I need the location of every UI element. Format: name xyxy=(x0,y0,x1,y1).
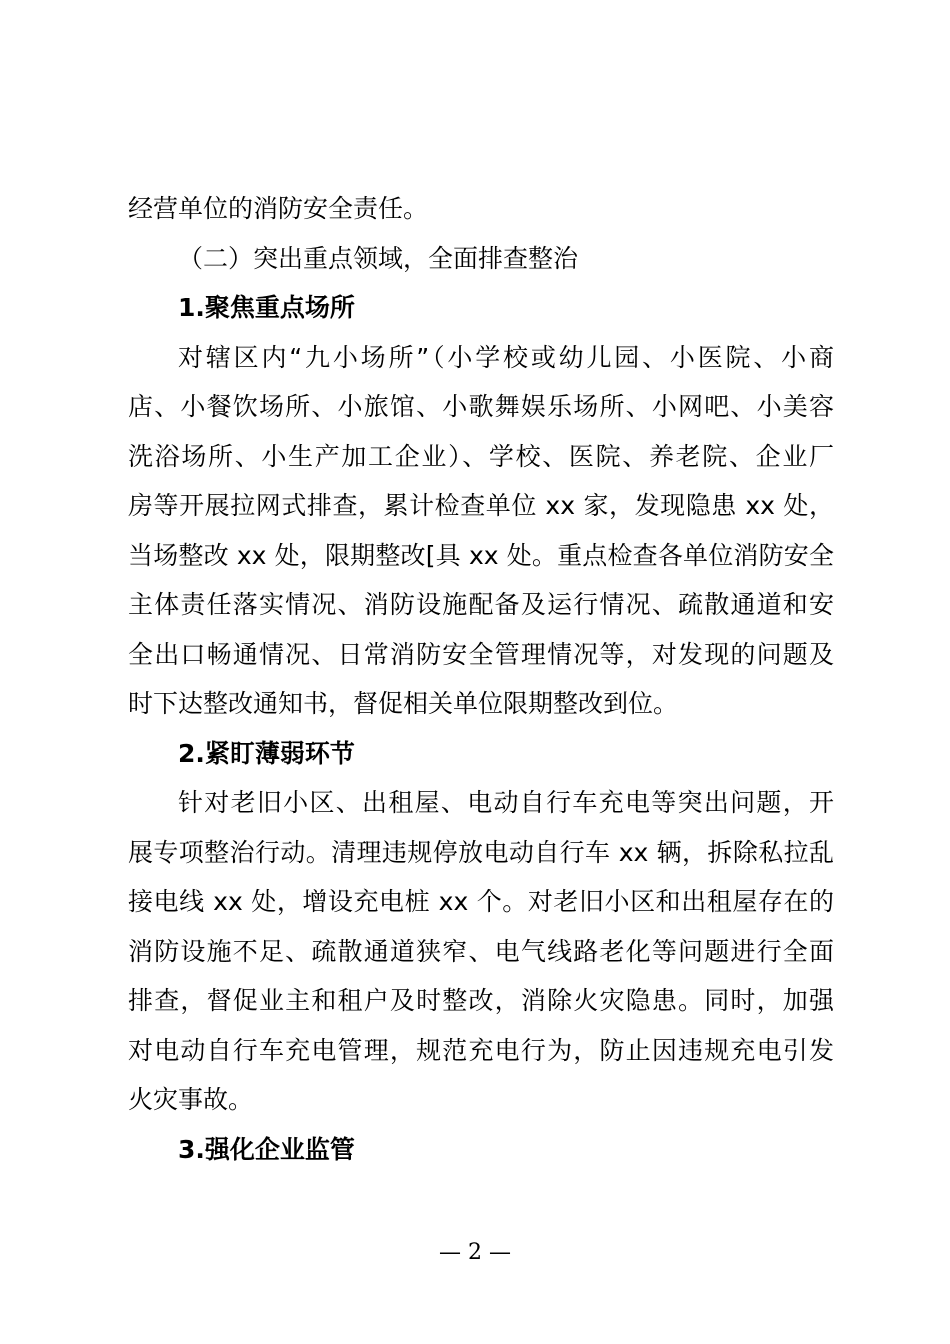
body-line: 消防设施不足、疏散通道狭窄、电气线路老化等问题进行全面 xyxy=(128,936,834,966)
body-line: 火灾事故。 xyxy=(128,1085,254,1114)
subsection-heading: 3.强化企业监管 xyxy=(178,1134,355,1164)
body-line: 全出口畅通情况、日常消防安全管理情况等，对发现的问题及 xyxy=(128,639,834,669)
body-line: 经营单位的消防安全责任。 xyxy=(128,194,429,223)
body-line: 对辖区内“九小场所”（小学校或幼儿园、小医院、小商 xyxy=(178,342,834,372)
section-heading: （二）突出重点领域，全面排查整治 xyxy=(178,243,579,273)
body-line: 接电线 xx 处，增设充电桩 xx 个。对老旧小区和出租屋存在的 xyxy=(128,887,834,916)
body-line: 房等开展拉网式排查，累计检查单位 xx 家，发现隐患 xx 处， xyxy=(128,491,834,520)
body-line: 当场整改 xx 处，限期整改[具 xx 处。重点检查各单位消防安全 xyxy=(128,540,834,570)
document-body xyxy=(128,184,834,1174)
body-line: 时下达整改通知书，督促相关单位限期整改到位。 xyxy=(128,689,679,718)
page-number: — 2 — xyxy=(439,1240,511,1265)
subsection-heading: 1.聚焦重点场所 xyxy=(178,293,355,322)
body-line: 对电动自行车充电管理，规范充电行为，防止因违规充电引发 xyxy=(128,1035,834,1065)
body-line: 针对老旧小区、出租屋、电动自行车充电等突出问题，开 xyxy=(178,788,834,817)
body-line: 店、小餐饮场所、小旅馆、小歌舞娱乐场所、小网吧、小美容 xyxy=(128,392,834,421)
subsection-heading: 2.紧盯薄弱环节 xyxy=(178,738,355,768)
body-line: 展专项整治行动。清理违规停放电动自行车 xx 辆，拆除私拉乱 xyxy=(128,837,834,867)
body-line: 洗浴场所、小生产加工企业）、学校、医院、养老院、企业厂 xyxy=(128,441,834,471)
body-line: 排查，督促业主和租户及时整改，消除火灾隐患。同时，加强 xyxy=(128,986,834,1015)
body-line: 主体责任落实情况、消防设施配备及运行情况、疏散通道和安 xyxy=(128,590,834,619)
